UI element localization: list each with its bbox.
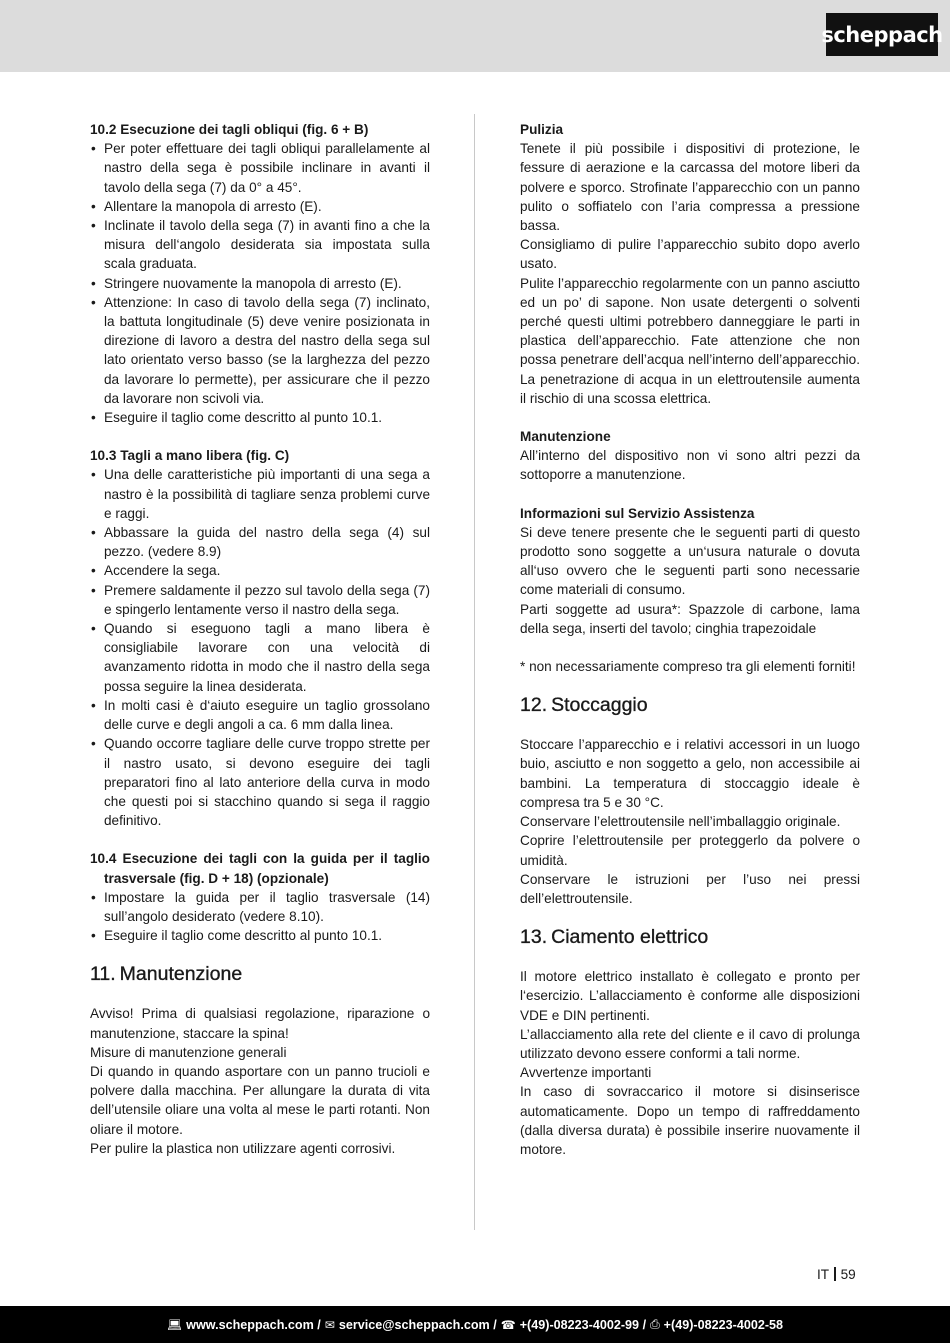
right-column <box>520 120 860 1159</box>
list-item: • Stringere nuovamente la manopola di arresto (E). <box>90 274 430 293</box>
list-item: • Eseguire il taglio come descritto al punto 10.1. <box>90 408 430 427</box>
list-item: • Eseguire il taglio come descritto al punto 10.1. <box>90 926 430 945</box>
paragraph: Si deve tenere presente che le seguenti parti di questo prodotto sono soggette a un‘usura naturale o dovuta all‘uso ovvero che le seguenti parti sono necessarie come materiali di consumo. <box>520 524 860 598</box>
section-13-heading: 13. Ciamento elettrico <box>520 926 709 949</box>
section-10-2-list <box>90 139 430 427</box>
paragraph: Pulite l’apparecchio regolarmente con un panno asciutto ed un po’ di sapone. Non usate detergenti o solventi perché questi ultimi potrebbero danneggiare le parti in plastica dell’apparecchio. Fate attenzione che non possa penetrare dell’acqua nell’interno dell’apparecchio. La penetrazione di acqua in un elettroutensile aumenta il rischio di una scossa elettrica. <box>520 275 860 406</box>
paragraph: Consigliamo di pulire l’apparecchio subito dopo averlo usato. <box>520 237 860 272</box>
header-band <box>0 0 950 72</box>
manutenzione-title: Manutenzione <box>520 429 611 445</box>
page-number <box>817 1265 856 1284</box>
section-10-3-list <box>90 465 430 830</box>
list-item: • Abbassare la guida del nastro della sega (4) sul pezzo. (vedere 8.9) <box>90 523 430 561</box>
paragraph: Il motore elettrico installato è collegato e pronto per l‘esercizio. L’allacciamento è conforme alle disposizioni VDE e DIN pertinenti. <box>520 969 860 1023</box>
list-item: • Una delle caratteristiche più importanti di una sega a nastro è la possibilità di tagliare senza problemi curve e raggi. <box>90 465 430 523</box>
paragraph: All’interno del dispositivo non vi sono altri pezzi da sottoporre a manutenzione. <box>520 448 860 483</box>
paragraph: Avvertenze importanti <box>520 1065 652 1081</box>
service-note: * non necessariamente compreso tra gli elementi forniti! <box>520 659 856 675</box>
page-lang: IT <box>817 1267 830 1282</box>
paragraph: Tenete il più possibile i dispositivi di protezione, le fessure di aerazione e la carcassa del motore liberi da polvere e sporco. Strofinate l’apparecchio con un panno pulito o soffiatelo con l’aria compressa a pressione bassa. <box>520 141 860 234</box>
paragraph: Coprire l’elettroutensile per proteggerlo da polvere o umidità. <box>520 833 860 868</box>
section-11-heading: 11. Manutenzione <box>90 963 243 986</box>
list-item: • Per poter effettuare dei tagli obliqui parallelamente al nastro della sega è possibile inclinare in avanti il tavolo della sega (7) da 0° a 45°. <box>90 139 430 197</box>
section-12-heading: 12. Stoccaggio <box>520 694 648 717</box>
footer-bar <box>0 1306 950 1343</box>
footer-phone: +(49)-08223-4002-99 / <box>519 1317 647 1332</box>
section-10-3-title: 10.3 Tagli a mano libera (fig. C) <box>90 448 290 464</box>
computer-icon: 💻︎ <box>166 1317 183 1332</box>
email-icon: ✉︎ <box>324 1317 335 1332</box>
scheppach-logo <box>821 13 943 56</box>
paragraph: Misure di manutenzione generali <box>90 1044 287 1060</box>
phone-icon: ☎︎ <box>500 1317 516 1332</box>
list-item: • Inclinate il tavolo della sega (7) in avanti fino a che la misura dell‘angolo desiderata sia impostata sulla scala graduata. <box>90 216 430 274</box>
list-item: • In molti casi è d‘aiuto eseguire un taglio grossolano delle curve e degli angoli a ca. 6 mm dalla linea. <box>90 696 430 734</box>
section-10-2-title: 10.2 Esecuzione dei tagli obliqui (fig. 6 + B) <box>90 122 369 137</box>
paragraph: Avviso! Prima di qualsiasi regolazione, riparazione o manutenzione, staccare la spina! <box>90 1006 430 1041</box>
service-title: Informazioni sul Servizio Assistenza <box>520 505 755 521</box>
list-item: • Quando si eseguono tagli a mano libera è consigliabile lavorare con una velocità di avanzamento ridotta in modo che il nastro della sega possa seguire la linea desiderata. <box>90 619 430 696</box>
list-item: • Attenzione: In caso di tavolo della sega (7) inclinato, la battuta longitudinale (5) deve venire posizionata in direzione di lavoro a destra del nastro della sega sul lato orientato verso basso (se la larghezza del pezzo da lavorare lo permette), per assicurare che il pezzo da lavorare non scivoli via. <box>90 293 430 408</box>
paragraph: Conservare le istruzioni per l’uso nei pressi dell’elettroutensile. <box>520 871 860 906</box>
paragraph: Parti soggette ad usura*: Spazzole di carbone, lama della sega, inserti del tavolo; cinghia trapezoidale <box>520 601 860 636</box>
paragraph: In caso di sovraccarico il motore si disinserisce automaticamente. Dopo un tempo di raffreddamento (dalla diversa durata) è possibile inserire nuovamente il motore. <box>520 1084 860 1157</box>
pulizia-title: Pulizia <box>520 122 564 137</box>
paragraph: Di quando in quando asportare con un panno trucioli e polvere dalla macchina. Per allungare la durata di vita dell’utensile oliare una volta al mese le parti rotanti. Non oliare il motore. <box>90 1063 430 1137</box>
footer-email[interactable]: service@scheppach.com / <box>338 1317 497 1332</box>
list-item: • Allentare la manopola di arresto (E). <box>90 197 430 216</box>
paragraph: Per pulire la plastica non utilizzare agenti corrosivi. <box>90 1140 396 1156</box>
list-item: • Premere saldamente il pezzo sul tavolo della sega (7) e spingerlo lentamente verso il nastro della sega. <box>90 581 430 619</box>
list-item: • Accendere la sega. <box>90 561 430 580</box>
left-column <box>90 120 430 1158</box>
list-item: • Impostare la guida per il taglio trasversale (14) sull’angolo desiderato (vedere 8.10). <box>90 888 430 926</box>
section-10-4-title: 10.4 Esecuzione dei tagli con la guida per il taglio trasversale (fig. D + 18) (opzionale) <box>90 851 430 886</box>
paragraph: L’allacciamento alla rete del cliente e il cavo di prolunga utilizzato devono essere conformi a tali norme. <box>520 1026 860 1061</box>
footer-website[interactable]: www.scheppach.com / <box>186 1317 321 1332</box>
column-divider <box>474 114 475 1230</box>
paragraph: Conservare l’elettroutensile nell’imballaggio originale. <box>520 814 841 830</box>
list-item: • Quando occorre tagliare delle curve troppo strette per il nastro usato, si devono eseguire dei tagli preparatori fino al lato anteriore della curva in modo che questi poi si stacchino quando si sega il raggio definitivo. <box>90 734 430 830</box>
fax-icon: ⎙ <box>650 1317 660 1331</box>
logo-text: scheppach <box>821 22 943 47</box>
page-separator <box>834 1267 836 1281</box>
section-10-4-list <box>90 888 430 946</box>
paragraph: Stoccare l’apparecchio e i relativi accessori in un luogo buio, asciutto e non soggetto a gelo, non accessibile ai bambini. La temperatura di stoccaggio ideale è compresa tra 5 e 30 °C. <box>520 737 860 810</box>
page-number-value: 59 <box>840 1267 856 1282</box>
footer-fax: +(49)-08223-4002-58 <box>663 1317 784 1332</box>
